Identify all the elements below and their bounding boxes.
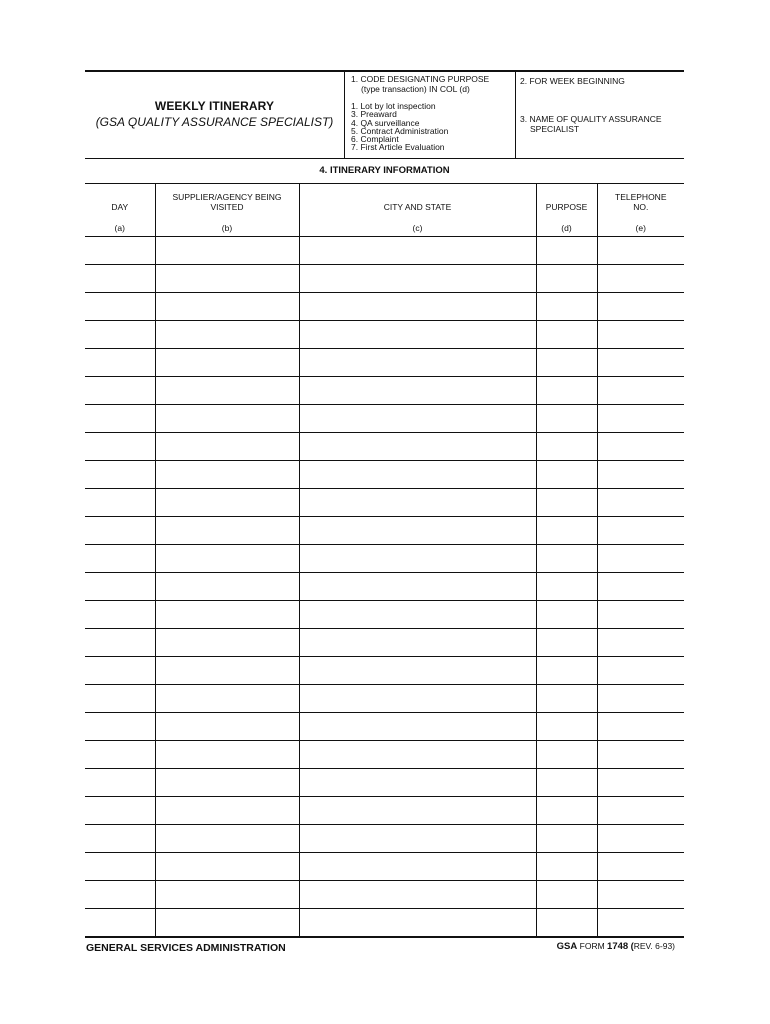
- itinerary-row: [85, 517, 684, 545]
- cell-telephone[interactable]: [597, 265, 684, 293]
- purpose-code-heading-line2: (type transaction) IN COL (d): [361, 84, 470, 94]
- cell-purpose[interactable]: [536, 237, 597, 265]
- cell-purpose[interactable]: [536, 629, 597, 657]
- cell-purpose[interactable]: [536, 657, 597, 685]
- itinerary-row: [85, 741, 684, 769]
- purpose-code-heading-line1: 1. CODE DESIGNATING PURPOSE: [351, 74, 490, 84]
- cell-supplier[interactable]: [155, 881, 299, 909]
- cell-telephone[interactable]: [597, 349, 684, 377]
- cell-city-state[interactable]: [299, 349, 536, 377]
- cell-city-state[interactable]: [299, 881, 536, 909]
- cell-city-state[interactable]: [299, 489, 536, 517]
- column-header-label: [156, 192, 299, 212]
- cell-city-state[interactable]: [299, 517, 536, 545]
- cell-supplier[interactable]: [155, 517, 299, 545]
- cell-purpose[interactable]: [536, 321, 597, 349]
- column-header-letter: (e): [635, 223, 646, 233]
- cell-day[interactable]: [85, 293, 155, 321]
- cell-supplier[interactable]: [155, 489, 299, 517]
- itinerary-row: [85, 825, 684, 853]
- cell-day[interactable]: [85, 573, 155, 601]
- column-header-letter: (b): [221, 223, 233, 233]
- cell-city-state[interactable]: [299, 713, 536, 741]
- itinerary-row: [85, 265, 684, 293]
- cell-supplier[interactable]: [155, 769, 299, 797]
- cell-day[interactable]: [85, 685, 155, 713]
- cell-purpose[interactable]: [536, 293, 597, 321]
- cell-day[interactable]: [85, 237, 155, 265]
- itinerary-row: [85, 881, 684, 909]
- cell-day[interactable]: [85, 629, 155, 657]
- cell-purpose[interactable]: [536, 741, 597, 769]
- form-header: [85, 70, 684, 159]
- cell-purpose[interactable]: [536, 545, 597, 573]
- form-rev-open: (: [630, 941, 634, 952]
- cell-telephone[interactable]: [597, 489, 684, 517]
- cell-supplier[interactable]: [155, 713, 299, 741]
- cell-purpose[interactable]: [536, 433, 597, 461]
- cell-telephone[interactable]: [597, 629, 684, 657]
- column-header-label: DAY: [111, 202, 129, 212]
- cell-day[interactable]: [85, 853, 155, 881]
- itinerary-row: [85, 629, 684, 657]
- week-and-specialist-block[interactable]: [515, 72, 685, 158]
- cell-supplier[interactable]: [155, 629, 299, 657]
- cell-city-state[interactable]: [299, 321, 536, 349]
- week-beginning-label: 2. FOR WEEK BEGINNING: [520, 76, 625, 86]
- itinerary-row: [85, 237, 684, 265]
- cell-city-state[interactable]: [299, 433, 536, 461]
- cell-supplier[interactable]: [155, 573, 299, 601]
- cell-purpose[interactable]: [536, 601, 597, 629]
- cell-purpose[interactable]: [536, 349, 597, 377]
- form-word: FORM: [579, 941, 605, 951]
- cell-day[interactable]: [85, 769, 155, 797]
- form-prefix: GSA: [556, 941, 578, 952]
- cell-supplier[interactable]: [155, 349, 299, 377]
- cell-telephone[interactable]: [597, 321, 684, 349]
- cell-telephone[interactable]: [597, 713, 684, 741]
- purpose-code-item: 1. Lot by lot inspection: [351, 101, 436, 111]
- cell-telephone[interactable]: [597, 545, 684, 573]
- cell-telephone[interactable]: [597, 741, 684, 769]
- purpose-code-item: 3. Preaward: [351, 109, 397, 120]
- cell-supplier[interactable]: [155, 293, 299, 321]
- cell-supplier[interactable]: [155, 909, 299, 937]
- cell-day[interactable]: [85, 321, 155, 349]
- cell-day[interactable]: [85, 741, 155, 769]
- cell-purpose[interactable]: [536, 265, 597, 293]
- cell-purpose[interactable]: [536, 797, 597, 825]
- cell-purpose[interactable]: [536, 853, 597, 881]
- cell-city-state[interactable]: [299, 909, 536, 937]
- itinerary-row: [85, 461, 684, 489]
- itinerary-row: [85, 657, 684, 685]
- cell-telephone[interactable]: [597, 573, 684, 601]
- itinerary-rows: [85, 237, 684, 937]
- cell-city-state[interactable]: [299, 573, 536, 601]
- cell-day[interactable]: [85, 657, 155, 685]
- cell-city-state[interactable]: [299, 741, 536, 769]
- column-header-day: [85, 184, 155, 237]
- itinerary-column-headers: [85, 184, 684, 237]
- itinerary-row: [85, 405, 684, 433]
- form-title: WEEKLY ITINERARY: [154, 99, 275, 113]
- cell-day[interactable]: [85, 545, 155, 573]
- cell-day[interactable]: [85, 909, 155, 937]
- cell-day[interactable]: [85, 797, 155, 825]
- cell-day[interactable]: [85, 489, 155, 517]
- cell-supplier[interactable]: [155, 601, 299, 629]
- column-header-city-state: [299, 184, 536, 237]
- cell-purpose[interactable]: [536, 461, 597, 489]
- form-number: [557, 941, 675, 952]
- cell-supplier[interactable]: [155, 321, 299, 349]
- cell-supplier[interactable]: [155, 825, 299, 853]
- purpose-code-block: [344, 72, 516, 158]
- itinerary-row: [85, 433, 684, 461]
- purpose-code-item: 5. Contract Administration: [351, 125, 449, 136]
- form-number-value: 1748: [607, 941, 629, 952]
- column-header-label: PURPOSE: [545, 202, 588, 212]
- cell-city-state[interactable]: [299, 461, 536, 489]
- qa-specialist-label-line2: SPECIALIST: [530, 124, 580, 134]
- cell-day[interactable]: [85, 517, 155, 545]
- cell-day[interactable]: [85, 881, 155, 909]
- column-header-telephone: [597, 184, 684, 237]
- purpose-code-item: 6. Complaint: [351, 134, 399, 145]
- cell-city-state[interactable]: [299, 293, 536, 321]
- cell-supplier[interactable]: [155, 377, 299, 405]
- column-header-label-line1: SUPPLIER/AGENCY BEING: [172, 192, 282, 202]
- itinerary-row: [85, 909, 684, 937]
- cell-city-state[interactable]: [299, 629, 536, 657]
- purpose-code-list: [351, 102, 448, 152]
- cell-day[interactable]: [85, 825, 155, 853]
- itinerary-row: [85, 769, 684, 797]
- cell-telephone[interactable]: [597, 517, 684, 545]
- cell-purpose[interactable]: [536, 517, 597, 545]
- column-header-label: CITY AND STATE: [383, 202, 452, 212]
- cell-telephone[interactable]: [597, 293, 684, 321]
- cell-day[interactable]: [85, 405, 155, 433]
- cell-city-state[interactable]: [299, 545, 536, 573]
- cell-city-state[interactable]: [299, 405, 536, 433]
- cell-city-state[interactable]: [299, 265, 536, 293]
- column-header-purpose: [536, 184, 597, 237]
- column-header-letter: (d): [561, 223, 572, 233]
- cell-telephone[interactable]: [597, 909, 684, 937]
- cell-purpose[interactable]: [536, 909, 597, 937]
- itinerary-row: [85, 349, 684, 377]
- column-header-letter: (c): [412, 223, 423, 233]
- cell-purpose[interactable]: [536, 769, 597, 797]
- cell-telephone[interactable]: [597, 853, 684, 881]
- cell-city-state[interactable]: [299, 657, 536, 685]
- column-header-label-line2: VISITED: [210, 202, 244, 212]
- form-footer: [85, 937, 684, 960]
- cell-day[interactable]: [85, 461, 155, 489]
- cell-purpose[interactable]: [536, 377, 597, 405]
- itinerary-section-title: 4. ITINERARY INFORMATION: [85, 159, 684, 184]
- cell-purpose[interactable]: [536, 573, 597, 601]
- cell-purpose[interactable]: [536, 685, 597, 713]
- itinerary-row: [85, 573, 684, 601]
- cell-city-state[interactable]: [299, 601, 536, 629]
- cell-day[interactable]: [85, 601, 155, 629]
- cell-telephone[interactable]: [597, 237, 684, 265]
- cell-city-state[interactable]: [299, 377, 536, 405]
- cell-telephone[interactable]: [597, 769, 684, 797]
- cell-city-state[interactable]: [299, 769, 536, 797]
- cell-city-state[interactable]: [299, 853, 536, 881]
- cell-city-state[interactable]: [299, 825, 536, 853]
- cell-supplier[interactable]: [155, 237, 299, 265]
- qa-specialist-label: [520, 114, 682, 134]
- cell-city-state[interactable]: [299, 797, 536, 825]
- column-header-supplier: [155, 184, 299, 237]
- itinerary-row: [85, 797, 684, 825]
- itinerary-row: [85, 713, 684, 741]
- cell-telephone[interactable]: [597, 881, 684, 909]
- cell-supplier[interactable]: [155, 797, 299, 825]
- cell-purpose[interactable]: [536, 881, 597, 909]
- itinerary-table: [85, 184, 684, 937]
- itinerary-row: [85, 293, 684, 321]
- itinerary-row: [85, 601, 684, 629]
- cell-day[interactable]: [85, 265, 155, 293]
- cell-purpose[interactable]: [536, 405, 597, 433]
- cell-day[interactable]: [85, 349, 155, 377]
- cell-telephone[interactable]: [597, 405, 684, 433]
- cell-telephone[interactable]: [597, 377, 684, 405]
- cell-supplier[interactable]: [155, 853, 299, 881]
- cell-day[interactable]: [85, 433, 155, 461]
- form-subtitle: (GSA QUALITY ASSURANCE SPECIALIST): [95, 115, 334, 129]
- cell-telephone[interactable]: [597, 825, 684, 853]
- itinerary-row: [85, 545, 684, 573]
- column-header-label: [598, 192, 685, 212]
- title-block: [85, 72, 344, 158]
- cell-supplier[interactable]: [155, 265, 299, 293]
- form-revision: REV. 6-93): [633, 941, 675, 951]
- cell-purpose[interactable]: [536, 825, 597, 853]
- cell-telephone[interactable]: [597, 797, 684, 825]
- cell-telephone[interactable]: [597, 601, 684, 629]
- cell-telephone[interactable]: [597, 461, 684, 489]
- cell-telephone[interactable]: [597, 433, 684, 461]
- cell-city-state[interactable]: [299, 237, 536, 265]
- cell-city-state[interactable]: [299, 685, 536, 713]
- cell-day[interactable]: [85, 713, 155, 741]
- itinerary-row: [85, 321, 684, 349]
- itinerary-row: [85, 489, 684, 517]
- cell-day[interactable]: [85, 377, 155, 405]
- purpose-code-item: 7. First Article Evaluation: [351, 142, 445, 153]
- cell-supplier[interactable]: [155, 433, 299, 461]
- cell-purpose[interactable]: [536, 489, 597, 517]
- qa-specialist-label-line1: 3. NAME OF QUALITY ASSURANCE: [520, 114, 662, 124]
- itinerary-row: [85, 685, 684, 713]
- gsa-form-1748: [85, 70, 684, 960]
- cell-supplier[interactable]: [155, 461, 299, 489]
- cell-telephone[interactable]: [597, 685, 684, 713]
- cell-supplier[interactable]: [155, 685, 299, 713]
- column-header-label-line1: TELEPHONE: [615, 192, 667, 202]
- cell-supplier[interactable]: [155, 741, 299, 769]
- column-header-label-line2: NO.: [633, 202, 649, 212]
- cell-supplier[interactable]: [155, 657, 299, 685]
- cell-telephone[interactable]: [597, 657, 684, 685]
- purpose-code-item: 4. QA surveillance: [351, 117, 420, 128]
- itinerary-row: [85, 853, 684, 881]
- purpose-code-heading: [351, 74, 511, 94]
- agency-name: GENERAL SERVICES ADMINISTRATION: [86, 942, 286, 954]
- itinerary-row: [85, 377, 684, 405]
- cell-purpose[interactable]: [536, 713, 597, 741]
- cell-supplier[interactable]: [155, 405, 299, 433]
- cell-supplier[interactable]: [155, 545, 299, 573]
- column-header-letter: (a): [114, 223, 125, 233]
